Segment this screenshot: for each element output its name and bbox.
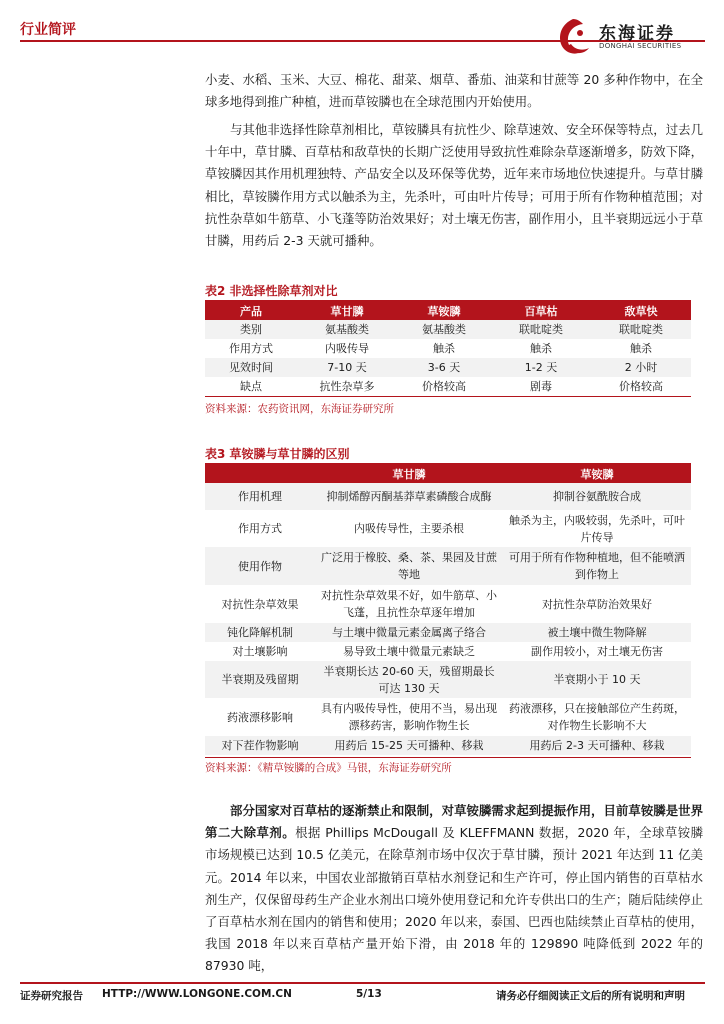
table3-row [205, 623, 691, 642]
company-logo [553, 16, 713, 62]
paragraph-1: 小麦、水稻、玉米、大豆、棉花、甜菜、烟草、番茄、油菜和甘蔗等 20 多种作物中，在全球多地得到推广种植，进而草铵膦也在全球范围内开始使用。 [205, 72, 703, 110]
table2-cell: 1-2 天 [491, 358, 591, 377]
section-title: 行业简评 [20, 22, 76, 38]
table2-source: 资料来源：农药资讯网，东海证券研究所 [205, 403, 394, 415]
table3-cell: 使用作物 [205, 547, 315, 585]
table3-cell: 药液漂移影响 [227, 710, 293, 724]
table3-cell: 抑制谷氨酰胺合成 [503, 483, 691, 510]
table3-row [205, 698, 691, 736]
table2-cell: 联吡啶类 [591, 320, 691, 339]
paragraph-3-rest: 根据 Phillips McDougall 及 KLEFFMANN 数据，2020 年，全球草铵膦市场规模已达到 10.5 亿美元，在除草剂市场中仅次于草甘膦，预计 2021 年达到 11 亿美元。2014 年以来，中国农业部撤销百草枯水剂登记和生产许可，停止国内销售的百草枯水剂生产，仅保留母药生产企业水剂出口境外使用登记和允许专供出口的生产；随后陆续停止了百草枯水剂在国内的销售和使用；2020 年以来，泰国、巴西也陆续禁止百草枯的使用，我国 2018 年以来百草枯产量开始下滑，由 2018 年的 129890 吨降低到 2022 年的 87930 吨， [205, 825, 704, 974]
table3-cell: 作用方式 [238, 522, 282, 535]
footer-rule [20, 982, 705, 984]
table3-row [205, 736, 691, 755]
table3-bottom-rule [205, 757, 691, 758]
table3-title: 表3 草铵膦与草甘膦的区别 [205, 447, 350, 461]
table3-row [205, 483, 691, 510]
logo-name: 东海证券 [599, 24, 675, 44]
table2-row [205, 358, 691, 377]
table3-row [205, 661, 691, 698]
table2-cell: 氨基酸类 [397, 320, 491, 339]
table3-cell: 广泛用于橡胶、桑、茶、果园及甘蔗等地 [315, 547, 503, 585]
table2-header-cell: 产品 [205, 302, 297, 320]
table2-header-row [205, 302, 691, 320]
table3-cell: 作用机理 [205, 483, 315, 510]
table2-cell: 3-6 天 [397, 358, 491, 377]
table2-cell: 2 小时 [591, 358, 691, 377]
table2-bottom-rule [205, 396, 691, 397]
table3-header-cell: 草甘膦 [315, 465, 503, 483]
table3-cell: 对下茬作物影响 [205, 736, 315, 755]
table3-header-row [205, 465, 691, 483]
table3-cell: 被土壤中微生物降解 [503, 623, 691, 642]
table3-header-cell [205, 465, 315, 483]
table3-cell: 触杀为主，内吸较弱，先杀叶，可叶片传导 [509, 513, 685, 544]
table2-cell: 7-10 天 [297, 358, 397, 377]
table2-header-cell: 草甘膦 [297, 302, 397, 320]
table2-cell: 内吸传导 [325, 342, 369, 355]
table3-cell: 与土壤中微量元素金属离子络合 [315, 623, 503, 642]
table3-row [205, 510, 691, 547]
table3-cell: 药液漂移，只在接触部位产生药斑，对作物生长影响不大 [509, 702, 685, 732]
logo-emblem-icon [553, 16, 593, 60]
table3-cell: 用药后 2-3 天可播种、移栽 [503, 736, 691, 755]
footer-disclaimer: 请务必仔细阅读正文后的所有说明和声明 [496, 990, 685, 1002]
footer-report-type: 证券研究报告 [20, 990, 83, 1002]
table3-cell: 具有内吸传导性，使用不当，易出现漂移药害，影响作物生长 [321, 702, 497, 732]
table2-cell: 触杀 [530, 342, 552, 355]
table3-cell: 钝化降解机制 [205, 623, 315, 642]
table3-cell: 易导致土壤中微量元素缺乏 [343, 645, 475, 658]
table3-source: 资料来源：《精草铵膦的合成》马银，东海证券研究所 [205, 762, 452, 774]
table3-row [205, 547, 691, 585]
logo-english-name: DONGHAI SECURITIES [599, 42, 682, 50]
table3-row [205, 585, 691, 623]
paragraph-2: 与其他非选择性除草剂相比，草铵膦具有抗性少、除草速效、安全环保等特点，过去几十年中，草甘膦、百草枯和敌草快的长期广泛使用导致抗性难除杂草逐渐增多，防效下降，草铵膦因其作用机理独特、产品安全以及环保等优势，近年来市场地位快速提升。与草甘膦相比，草铵膦作用方式以触杀为主，先杀叶，可由叶片传导；可用于所有作物种植范围；对抗性杂草如牛筋草、小飞蓬等防治效果好；对土壤无伤害，副作用小，且半衰期远远小于草甘膦，用药后 2-3 天就可播种。 [205, 122, 703, 249]
table2-cell: 缺点 [240, 380, 262, 393]
table2-cell: 触杀 [630, 342, 652, 355]
table3-cell: 副作用较小，对土壤无伤害 [531, 645, 663, 658]
table2-cell: 触杀 [433, 342, 455, 355]
table2-cell: 价格较高 [422, 380, 466, 393]
table3-cell: 可用于所有作物种植地，但不能喷洒到作物上 [503, 547, 691, 585]
table3 [205, 465, 691, 755]
table3-cell: 对抗性杂草防治效果好 [542, 597, 652, 611]
table3-cell: 对抗性杂草效果 [221, 597, 299, 611]
table2-row [205, 377, 691, 396]
table2-cell: 氨基酸类 [297, 320, 397, 339]
table2-cell: 见效时间 [205, 358, 297, 377]
table3-cell: 对土壤影响 [232, 645, 288, 658]
table2-cell: 抗性杂草多 [319, 380, 375, 393]
paragraph-3 [205, 800, 703, 978]
table2-header-cell: 草铵膦 [397, 302, 491, 320]
table2-header-cell: 百草枯 [491, 302, 591, 320]
table2-cell: 联吡啶类 [491, 320, 591, 339]
table2-title: 表2 非选择性除草剂对比 [205, 284, 338, 298]
table3-cell: 半衰期小于 10 天 [503, 661, 691, 698]
table2-cell: 类别 [205, 320, 297, 339]
table2-cell: 作用方式 [229, 342, 273, 355]
table3-cell: 半衰期长达 20-60 天，残留期最长可达 130 天 [315, 661, 503, 698]
footer-url-link[interactable]: HTTP://WWW.LONGONE.COM.CN [102, 988, 292, 1000]
paragraph-3-bold: 部分国家对百草枯的逐渐禁止和限制，对草铵膦需求起到提振作用，目前草铵膦是世界第二大除草剂。 [205, 803, 703, 841]
table2-row [205, 339, 691, 358]
table3-cell: 对抗性杂草效果不好，如牛筋草、小飞蓬，且抗性杂草逐年增加 [321, 589, 497, 619]
table2-header-cell: 敌草快 [591, 302, 691, 320]
table2-cell: 剧毒 [530, 380, 552, 393]
table3-row [205, 642, 691, 661]
table2-cell: 价格较高 [619, 380, 663, 393]
table2-row [205, 320, 691, 339]
table3-cell: 内吸传导性，主要杀根 [354, 522, 464, 535]
table2 [205, 302, 691, 396]
table3-cell: 用药后 15-25 天可播种、移栽 [315, 736, 503, 755]
table3-cell: 半衰期及残留期 [205, 661, 315, 698]
footer-page-number: 5/13 [356, 988, 382, 1000]
table3-cell: 抑制烯醇丙酮基莽草素磷酸合成酶 [315, 483, 503, 510]
table3-header-cell: 草铵膦 [503, 465, 691, 483]
